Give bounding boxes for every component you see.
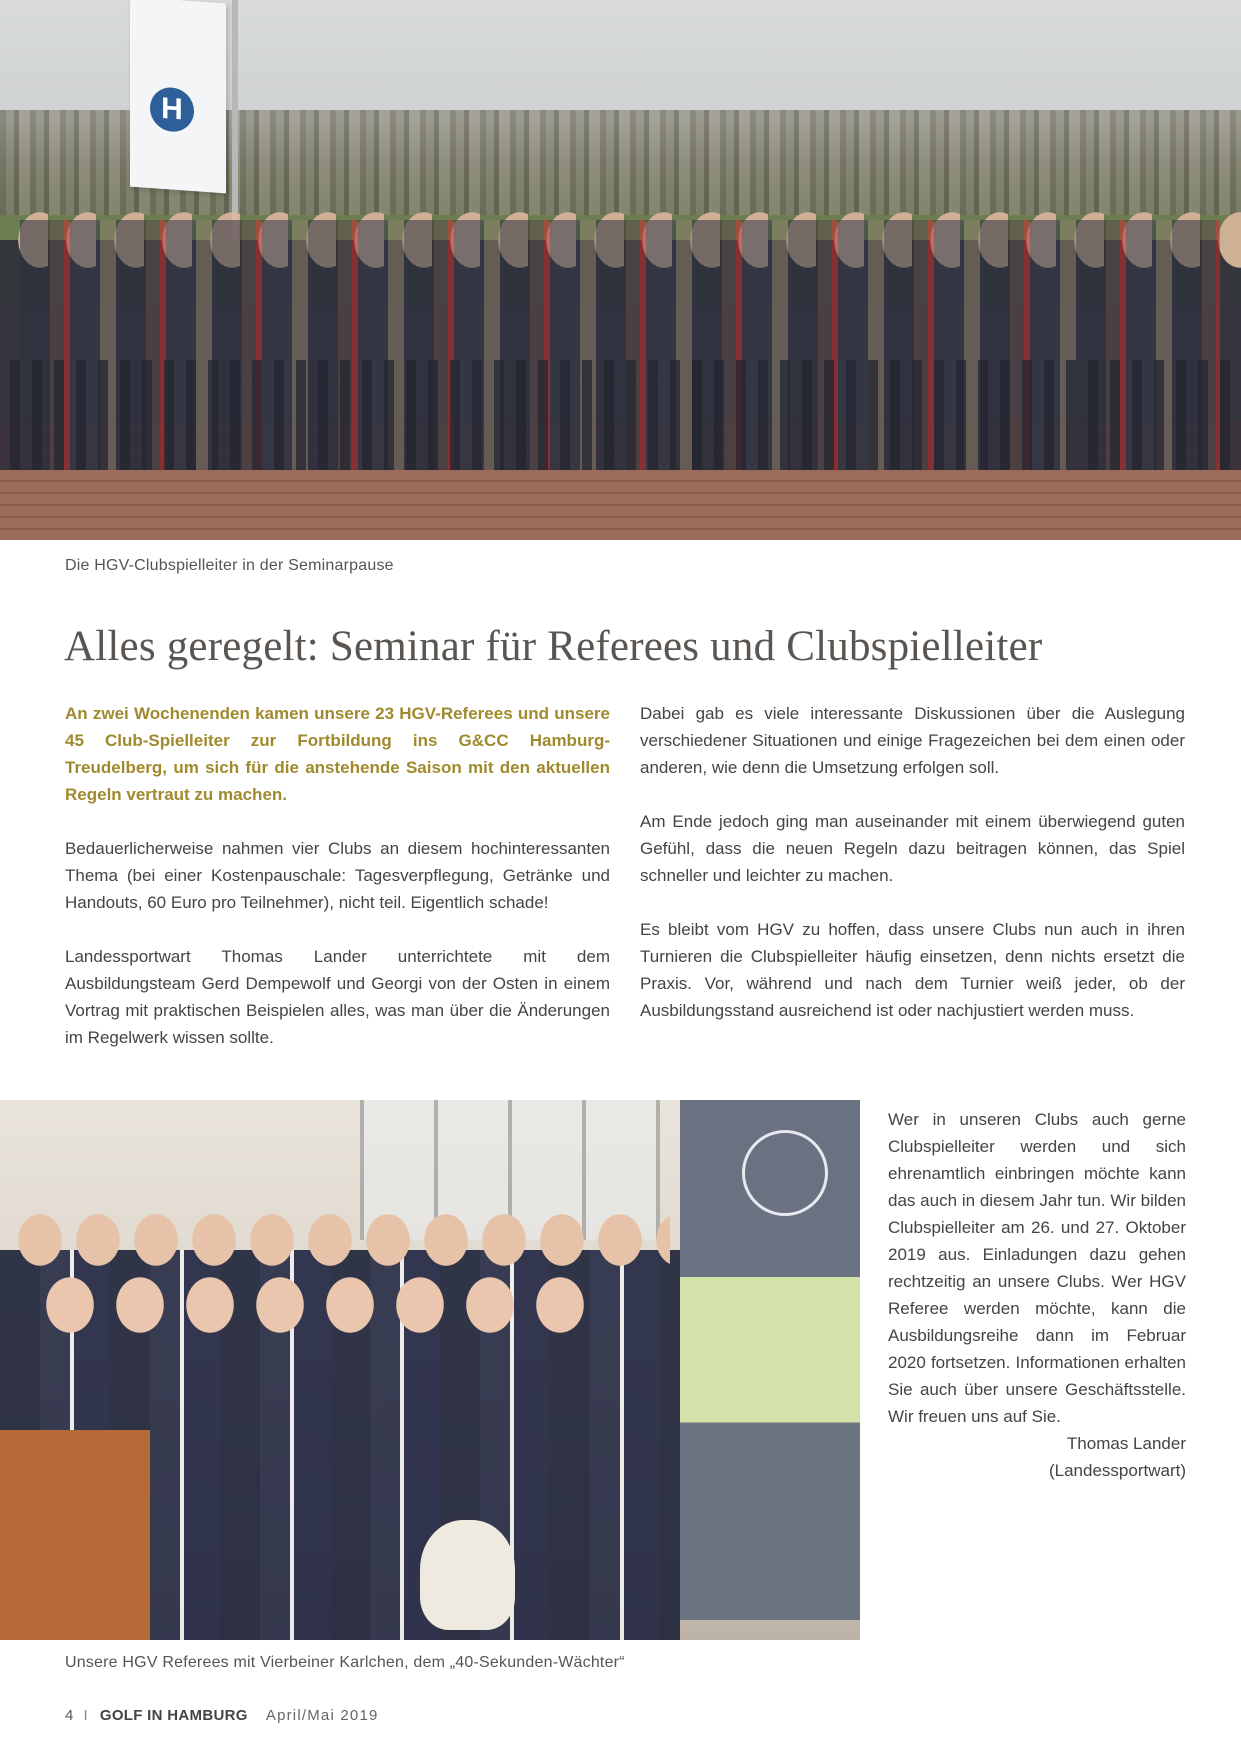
- article-paragraph: Am Ende jedoch ging man auseinander mit einem überwiegend guten Gefühl, dass die neuen Regeln dazu beitragen können, das Spiel schneller und leichter zu machen.: [640, 812, 1185, 885]
- article-paragraph: Dabei gab es viele interessante Diskussionen über die Auslegung verschiedener Situationen und einige Fragezeichen bei dem einen oder anderen, wie denn die Umsetzung erfolgen soll.: [640, 704, 1185, 777]
- bottom-photo-caption: Unsere HGV Referees mit Vierbeiner Karlchen, dem „40-Sekunden-Wächter“: [65, 1654, 625, 1671]
- photo-banner-seal: [742, 1130, 828, 1216]
- article-headline: Alles geregelt: Seminar für Referees und Clubspielleiter: [64, 623, 1043, 670]
- photo-table: [0, 1430, 150, 1640]
- page-footer: [65, 1707, 379, 1724]
- article-column-right: [640, 700, 1185, 1024]
- photo-crowd-legs: [10, 360, 1230, 470]
- issue-date: April/Mai 2019: [265, 1707, 379, 1724]
- author-role: (Landessportwart): [1048, 1461, 1186, 1480]
- article-paragraph: Bedauerlicherweise nahmen vier Clubs an diesem hochinteressanten Thema (bei einer Kostenpauschale: Tagesverpflegung, Getränke und Handouts, 60 Euro pro Teilnehmer), nicht teil. Eigentlich schade!: [65, 839, 610, 912]
- article-lead: An zwei Wochenenden kamen unsere 23 HGV-Referees und unsere 45 Club-Spielleiter zur Fortbildung ins G&CC Hamburg-Treudelberg, um sich für die anstehende Saison mit den aktuellen Regeln vertraut zu machen.: [65, 704, 610, 804]
- author-name: Thomas Lander: [1066, 1434, 1186, 1453]
- photo-dog: [420, 1520, 515, 1630]
- article-paragraph: Landessportwart Thomas Lander unterrichtete mit dem Ausbildungsteam Gerd Dempewolf und Georgi von der Osten in einem Vortrag mit praktischen Beispielen alles, was man über die Änderungen im Regelwerk wissen sollte.: [65, 947, 610, 1047]
- magazine-name: GOLF IN HAMBURG: [99, 1707, 248, 1724]
- page-number: 4: [65, 1707, 74, 1724]
- article-paragraph: Wer in unseren Clubs auch gerne Clubspielleiter werden und sich ehrenamtlich einbringen möchte kann das auch in diesem Jahr tun. Wir bilden Clubspielleiter am 26. und 27. Oktober 2019 aus. Einladungen dazu gehen rechtzeitig an unsere Clubs. Wer HGV Referee werden möchte, kann die Ausbildungsreihe dann im Februar 2020 fortsetzen. Informationen erhalten Sie auch über unsere Geschäftsstelle. Wir freuen uns auf Sie.: [888, 1110, 1186, 1426]
- flag-logo: H: [150, 86, 194, 133]
- top-photo-caption: Die HGV-Clubspielleiter in der Seminarpause: [65, 557, 394, 574]
- footer-separator: I: [83, 1707, 88, 1724]
- photo-heads-back: [10, 1210, 670, 1270]
- group-photo-clubspielleiter: [0, 0, 1241, 540]
- article-column-side: [888, 1106, 1186, 1484]
- photo-heads-front: [40, 1275, 600, 1335]
- photo-flag: [130, 0, 226, 193]
- article-column-left: [65, 700, 610, 1051]
- article-paragraph: Es bleibt vom HGV zu hoffen, dass unsere Clubs nun auch in ihren Turnieren die Clubspielleiter häufig einsetzen, denn nichts ersetzt die Praxis. Vor, während und nach dem Turnier weiß jeder, ob der Ausbildungsstand ausreichend ist oder nachjustiert werden muss.: [640, 920, 1185, 1020]
- group-photo-referees: [0, 1100, 860, 1640]
